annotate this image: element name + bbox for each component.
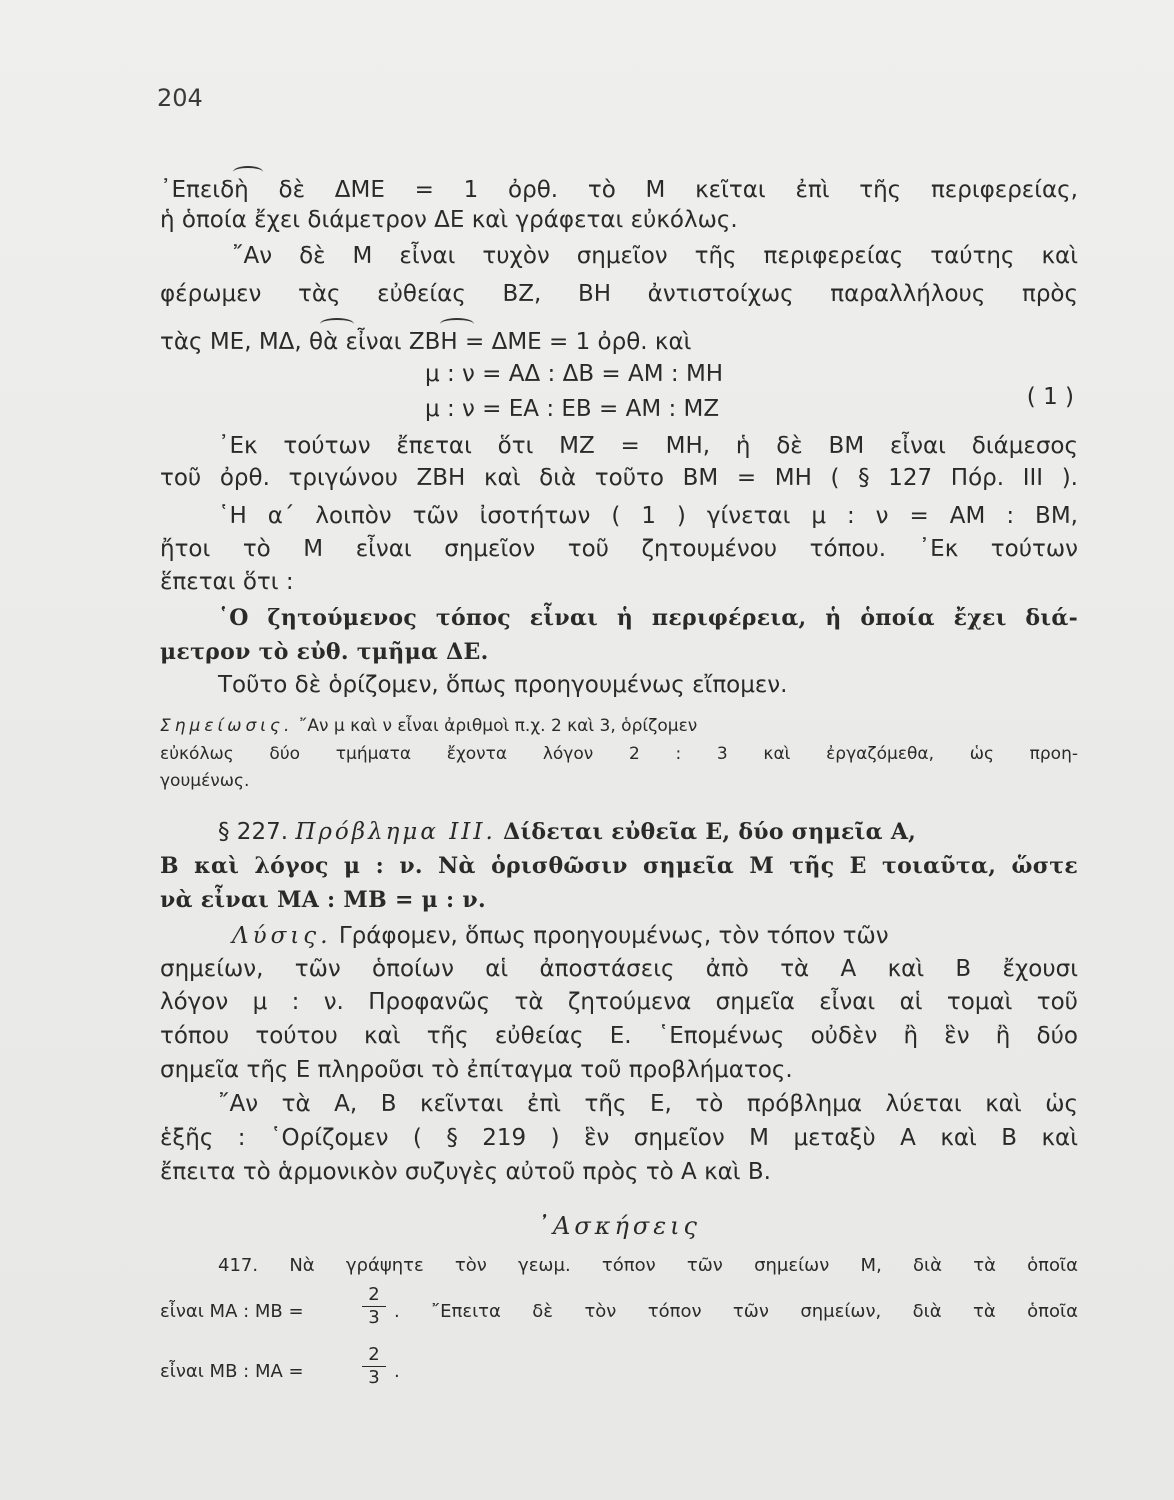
note-line: γουμένως. — [160, 771, 250, 791]
exercise-line: . ῎Επειτα δὲ τὸν τόπον τῶν σημείων, διὰ τὰ ὁποῖα — [394, 1301, 1078, 1322]
fraction-numerator: 2 — [362, 1344, 386, 1367]
section-number: § 227. — [218, 819, 289, 845]
fraction-two-thirds — [362, 1284, 386, 1329]
text-line: ἤτοι τὸ Μ εἶναι σημεῖον τοῦ ζητουμένου τόπου. ᾿Εκ τούτων — [160, 536, 1078, 562]
text-line: φέρωμεν τὰς εὐθείας ΒΖ, ΒΗ ἀντιστοίχως παραλλήλους πρὸς — [160, 281, 1078, 307]
text-line: ἕπεται ὅτι : — [160, 569, 294, 595]
problem-line: Β καὶ λόγος μ : ν. Νὰ ὁρισθῶσιν σημεῖα Μ τῆς Ε τοιαῦτα, ὥστε — [160, 853, 1078, 879]
text-line: ᾿Επειδὴ δὲ ΔΜΕ = 1 ὀρθ. τὸ Μ κεῖται ἐπὶ τῆς περιφερείας, — [160, 177, 1078, 203]
text-line: τοῦ ὀρθ. τριγώνου ΖΒΗ καὶ διὰ τοῦτο ΒΜ = ΜΗ ( § 127 Πόρ. ΙΙΙ ). — [160, 465, 1078, 491]
problem-line: νὰ εἶναι ΜΑ : ΜΒ = μ : ν. — [160, 887, 486, 913]
solution-line: ῎Αν τὰ Α, Β κεῖνται ἐπὶ τῆς Ε, τὸ πρόβλημα λύεται καὶ ὡς — [218, 1091, 1078, 1117]
exercises-heading: ᾿Ασκήσεις — [537, 1212, 701, 1240]
arc-mark — [440, 318, 474, 330]
fraction-denominator: 3 — [368, 1367, 380, 1388]
text-line: Τοῦτο δὲ ὁρίζομεν, ὅπως προηγουμένως εἴπομεν. — [218, 672, 788, 698]
solution-line: τόπου τούτου καὶ τῆς εὐθείας Ε. ῾Επομένως οὐδὲν ἢ ἓν ἢ δύο — [160, 1023, 1078, 1049]
arc-mark — [320, 318, 354, 330]
fraction-numerator: 2 — [362, 1284, 386, 1307]
equation-line-1: μ : ν = ΑΔ : ΔΒ = ΑΜ : ΜΗ — [425, 361, 724, 387]
note-text: ῎Αν μ καὶ ν εἶναι ἀριθμοὶ π.χ. 2 καὶ 3, ὁρίζομεν — [298, 716, 698, 736]
equation-number: ( 1 ) — [1026, 384, 1074, 410]
solution-line — [232, 920, 1078, 952]
theorem-line: μετρον τὸ εὐθ. τμῆμα ΔΕ. — [160, 639, 489, 665]
page-number: 204 — [157, 84, 203, 112]
problem-heading-line — [218, 816, 1078, 848]
problem-title: Πρόβλημα ΙΙΙ. — [295, 819, 496, 845]
solution-line: σημεῖα τῆς Ε πληροῦσι τὸ ἐπίταγμα τοῦ προβλήματος. — [160, 1057, 793, 1083]
text-line: ῎Αν δὲ Μ εἶναι τυχὸν σημεῖον τῆς περιφερείας ταύτης καὶ — [232, 243, 1078, 269]
exercise-line-end: . — [394, 1361, 400, 1382]
solution-line: σημείων, τῶν ὁποίων αἱ ἀποστάσεις ἀπὸ τὰ Α καὶ Β ἔχουσι — [160, 956, 1078, 982]
theorem-line: ῾Ο ζητούμενος τόπος εἶναι ἡ περιφέρεια, ἡ ὁποία ἔχει διά- — [218, 605, 1078, 631]
exercise-ratio-2-label: εἶναι ΜΒ : ΜΑ = — [160, 1361, 304, 1382]
solution-line: λόγον μ : ν. Προφανῶς τὰ ζητούμενα σημεῖα εἶναι αἱ τομαὶ τοῦ — [160, 989, 1078, 1015]
text-line: τὰς ΜΕ, ΜΔ, θὰ εἶναι ΖΒΗ = ΔΜΕ = 1 ὀρθ. καὶ — [160, 329, 692, 355]
arc-mark — [233, 166, 263, 178]
text-line: ῾Η α΄ λοιπὸν τῶν ἰσοτήτων ( 1 ) γίνεται μ : ν = ΑΜ : ΒΜ, — [218, 503, 1078, 529]
solution-line: ἑξῆς : ῾Ορίζομεν ( § 219 ) ἓν σημεῖον Μ μεταξὺ Α καὶ Β καὶ — [160, 1125, 1078, 1151]
note-line — [160, 713, 1078, 739]
equation-line-2: μ : ν = ΕΑ : ΕΒ = ΑΜ : ΜΖ — [425, 396, 720, 422]
solution-label: Λύσις. — [232, 923, 332, 949]
exercise-line: 417. Νὰ γράψητε τὸν γεωμ. τόπον τῶν σημείων Μ, διὰ τὰ ὁποῖα — [218, 1255, 1078, 1276]
text-line: ἡ ὁποία ἔχει διάμετρον ΔΕ καὶ γράφεται εὐκόλως. — [160, 207, 738, 233]
problem-text: Δίδεται εὐθεῖα Ε, δύο σημεῖα Α, — [503, 819, 917, 845]
fraction-denominator: 3 — [368, 1307, 380, 1328]
fraction-two-thirds — [362, 1344, 386, 1389]
exercise-ratio-1-label: εἶναι ΜΑ : ΜΒ = — [160, 1301, 304, 1322]
solution-text: Γράφομεν, ὅπως προηγουμένως, τὸν τόπον τῶν — [338, 923, 889, 949]
solution-line: ἔπειτα τὸ ἁρμονικὸν συζυγὲς αὐτοῦ πρὸς τὸ Α καὶ Β. — [160, 1159, 771, 1185]
note-line: εὐκόλως δύο τμήματα ἔχοντα λόγον 2 : 3 καὶ ἐργαζόμεθα, ὡς προη- — [160, 744, 1078, 764]
text-line: ᾿Εκ τούτων ἔπεται ὅτι ΜΖ = ΜΗ, ἡ δὲ ΒΜ εἶναι διάμεσος — [218, 433, 1078, 459]
note-label: Σημείωσις. — [160, 716, 294, 736]
